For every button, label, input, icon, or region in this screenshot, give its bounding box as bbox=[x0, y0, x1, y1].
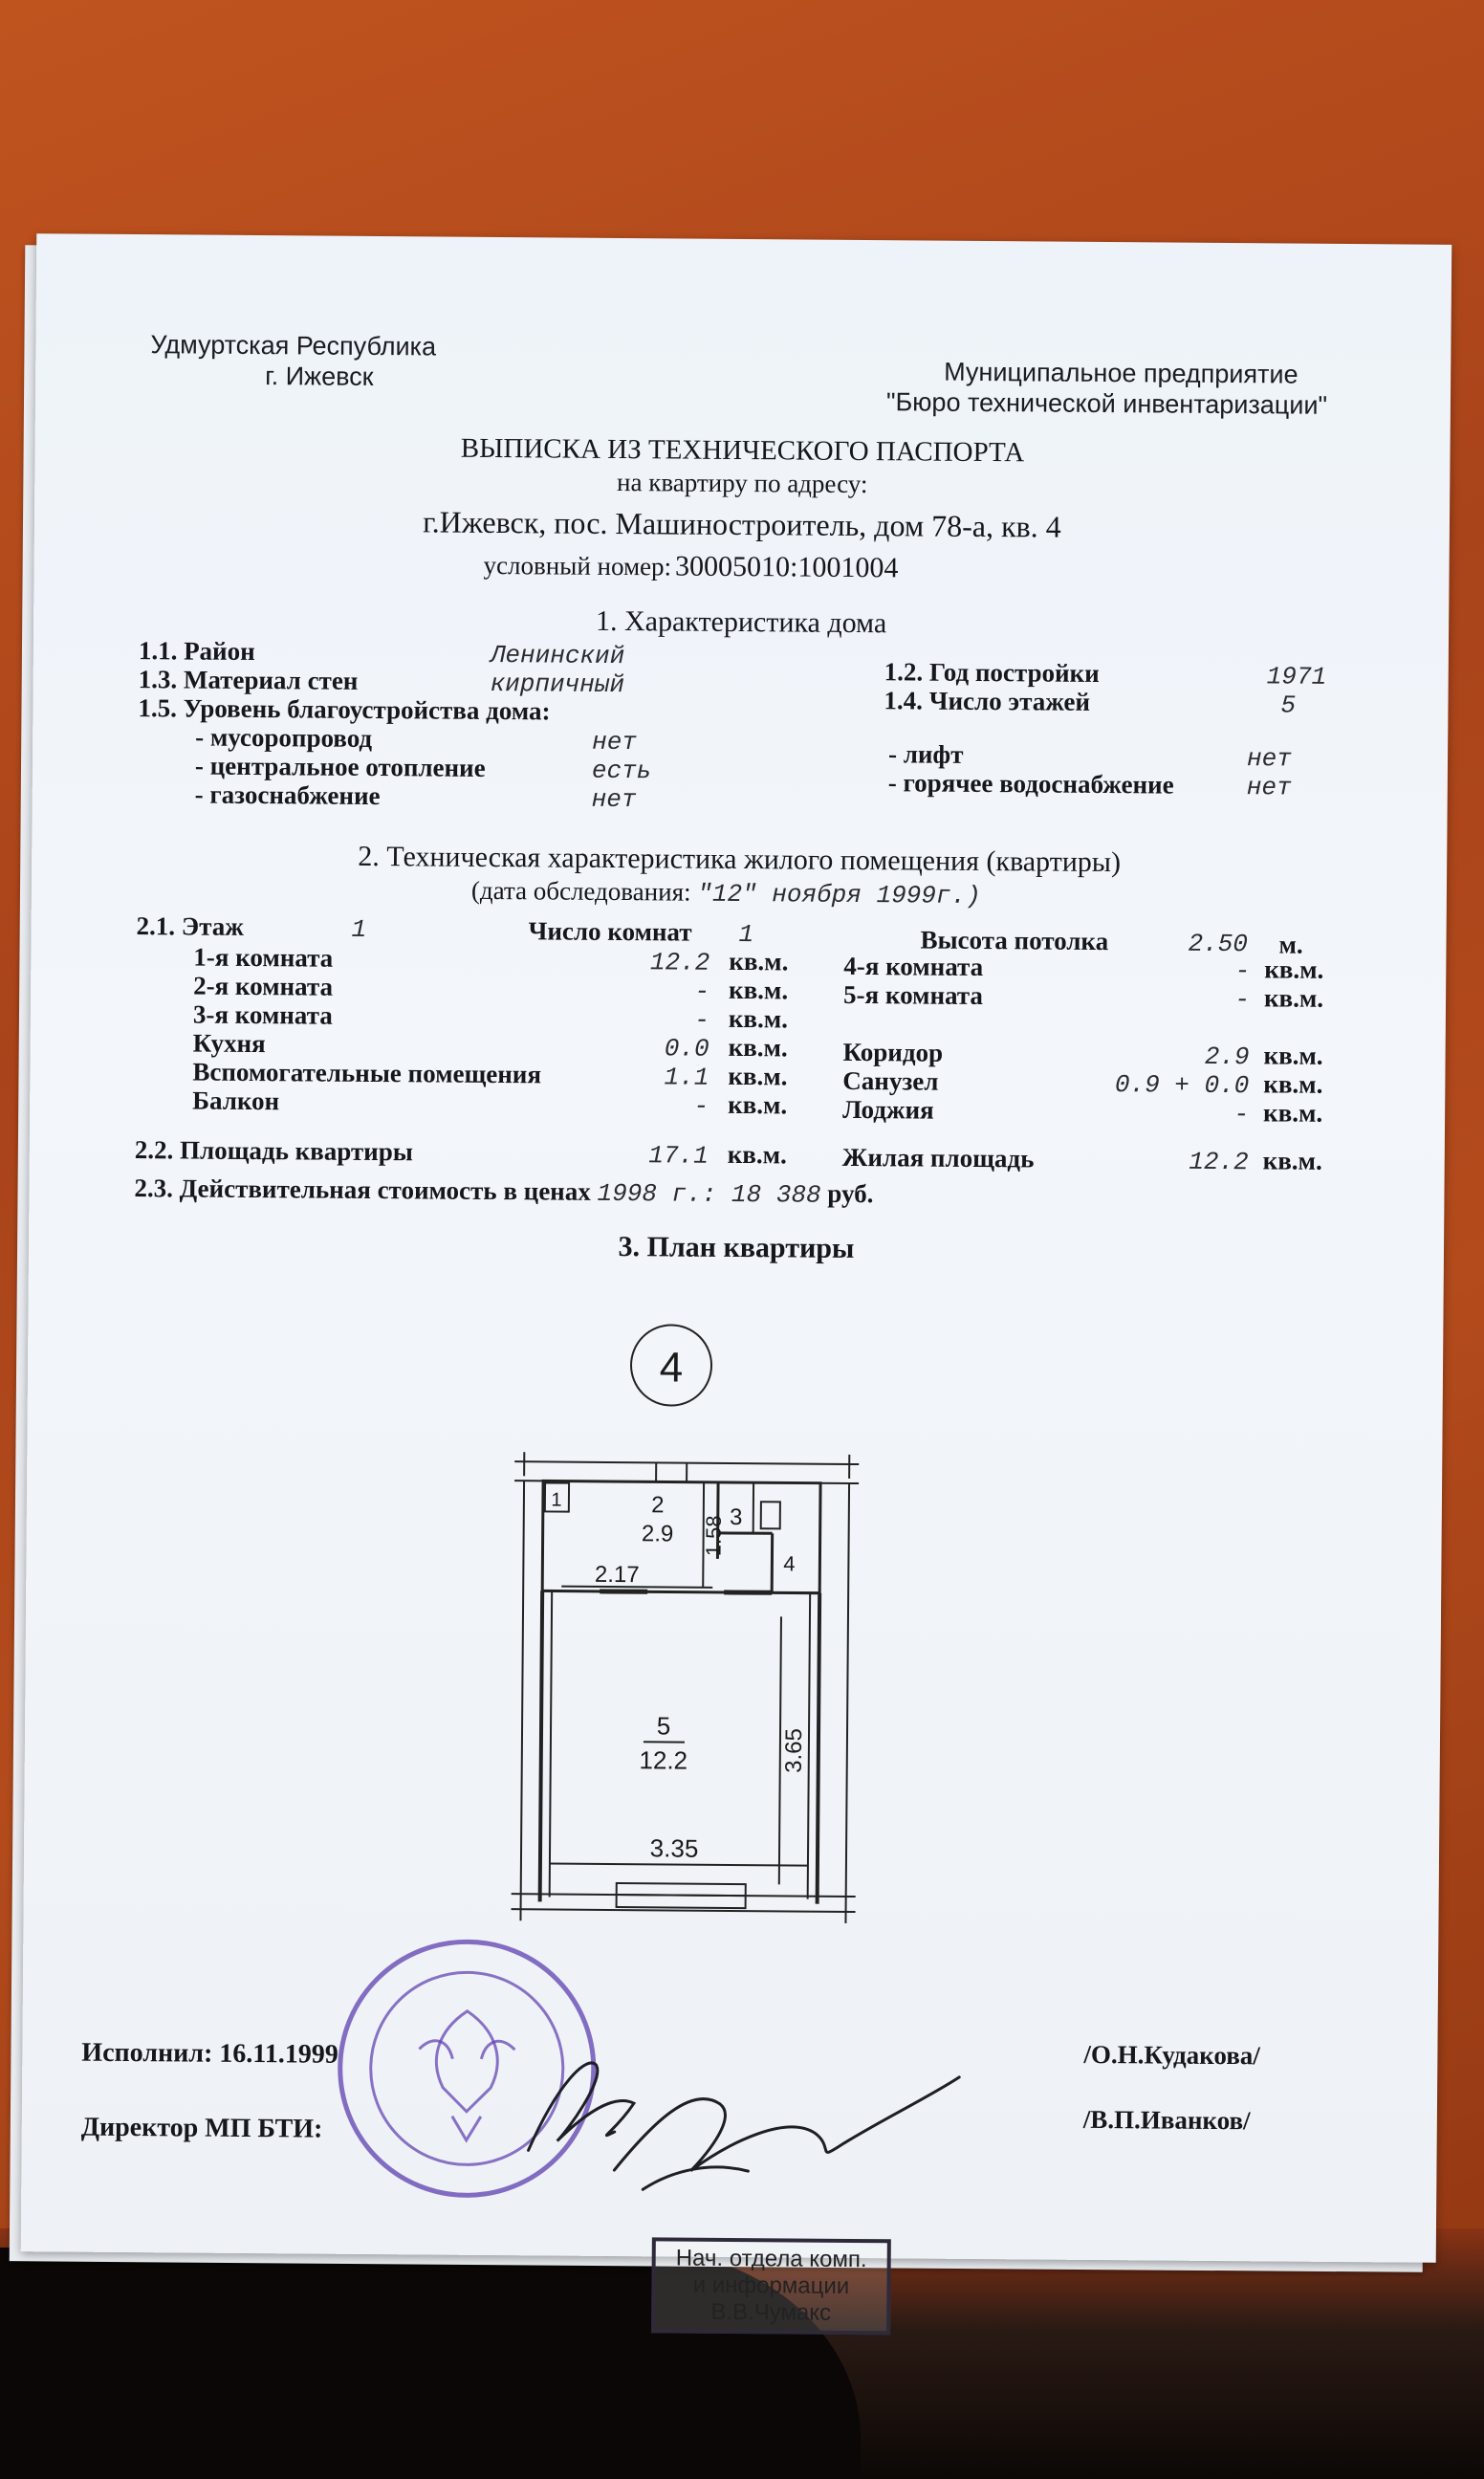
heating-value: есть bbox=[591, 756, 652, 786]
year-value: 1971 bbox=[1266, 662, 1327, 691]
ceiling-label: Высота потолка bbox=[920, 925, 1109, 956]
address: г.Ижевск, пос. Машиностроитель, дом 78-а, кв. 4 bbox=[423, 504, 1061, 544]
floor-label: 2.1. Этаж bbox=[136, 911, 244, 941]
list-item bbox=[843, 952, 1379, 984]
room-value: 0.0 bbox=[664, 1034, 709, 1064]
hotwater-label: - горячее водоснабжение bbox=[887, 768, 1174, 800]
garbage-label: - мусоропровод bbox=[195, 722, 373, 753]
walls-value: кирпичный bbox=[490, 669, 625, 700]
document-title: ВЫПИСКА ИЗ ТЕХНИЧЕСКОГО ПАСПОРТА bbox=[460, 432, 1025, 469]
walls-label: 1.3. Материал стен bbox=[138, 665, 359, 695]
executed-label: Исполнил: 16.11.1999 bbox=[81, 2037, 338, 2070]
section2-heading: 2. Техническая характеристика жилого помещения (квартиры) bbox=[358, 840, 1122, 879]
floor-value: 1 bbox=[351, 914, 367, 944]
room3-number: 3 bbox=[730, 1503, 743, 1531]
document-sheet bbox=[21, 233, 1452, 2326]
district-label: 1.1. Район bbox=[138, 636, 255, 667]
room2-number: 2 bbox=[651, 1492, 665, 1519]
cond-label: условный номер: bbox=[483, 550, 672, 581]
document-subtitle: на квартиру по адресу: bbox=[616, 467, 868, 499]
hotwater-value: нет bbox=[1246, 773, 1292, 802]
list-item bbox=[192, 1086, 814, 1120]
room2-area: 2.9 bbox=[641, 1521, 674, 1547]
gas-label: - газоснабжение bbox=[194, 779, 381, 811]
room-value: - bbox=[693, 1091, 709, 1121]
room1-number: 1 bbox=[551, 1489, 562, 1511]
room-label: Вспомогательные помещения bbox=[192, 1057, 542, 1089]
room-unit: кв.м. bbox=[728, 1032, 788, 1063]
section3-heading: 3. План квартиры bbox=[618, 1231, 855, 1264]
room5-number: 5 bbox=[656, 1711, 671, 1741]
room-value: - bbox=[1234, 956, 1251, 986]
living-value: 12.2 bbox=[1189, 1147, 1249, 1177]
room-unit: кв.м. bbox=[1263, 1098, 1323, 1128]
survey-value: "12" ноября 1999г.) bbox=[697, 879, 981, 910]
room-unit: кв.м. bbox=[729, 946, 789, 976]
room-unit: кв.м. bbox=[1263, 983, 1324, 1013]
header-right-line2: "Бюро технической инвентаризации" bbox=[885, 387, 1328, 420]
room-value: 2.9 bbox=[1204, 1042, 1250, 1072]
room-unit: кв.м. bbox=[728, 1089, 788, 1120]
conditional-number bbox=[483, 549, 898, 584]
cost-value: 1998 г.: 18 388 bbox=[597, 1178, 821, 1210]
room4-number: 4 bbox=[783, 1551, 796, 1576]
garbage-value: нет bbox=[592, 727, 638, 757]
room-value: - bbox=[1233, 1100, 1250, 1130]
room-label: Санузел bbox=[842, 1065, 939, 1096]
area-label: 2.2. Площадь квартиры bbox=[134, 1135, 413, 1167]
cost-label: 2.3. Действительная стоимость в ценах bbox=[134, 1174, 591, 1206]
room-unit: кв.м. bbox=[1263, 1041, 1323, 1070]
right-rooms-list bbox=[842, 952, 1379, 1128]
room-value: 1.1 bbox=[664, 1063, 709, 1092]
cost-unit: руб. bbox=[827, 1178, 874, 1209]
gas-value: нет bbox=[591, 784, 637, 815]
floor-plan bbox=[491, 1308, 898, 1923]
rooms-label: Число комнат bbox=[528, 916, 692, 947]
room-value: - bbox=[694, 976, 710, 1006]
handwritten-signature bbox=[499, 2026, 1016, 2202]
room-label: Коридор bbox=[842, 1037, 944, 1067]
rect-stamp-line1: Нач. отдела комп. bbox=[675, 2245, 867, 2273]
area-value: 17.1 bbox=[648, 1141, 709, 1171]
list-item-spacer bbox=[843, 1009, 1379, 1042]
rect-stamp-line2: и информации bbox=[692, 2271, 850, 2299]
room-label: 4-я комната bbox=[843, 951, 984, 982]
director-name: /В.П.Иванков/ bbox=[1082, 2104, 1251, 2136]
room-unit: кв.м. bbox=[728, 1003, 789, 1034]
room-label: Лоджия bbox=[842, 1094, 934, 1125]
year-label: 1.2. Год постройки bbox=[884, 657, 1100, 688]
dim-335: 3.35 bbox=[649, 1833, 699, 1863]
room-unit: кв.м. bbox=[728, 1061, 788, 1091]
director-label: Директор МП БТИ: bbox=[80, 2112, 323, 2144]
room-unit: кв.м. bbox=[1263, 1069, 1323, 1099]
header-right-line1: Муниципальное предприятие bbox=[944, 357, 1298, 389]
ceiling-unit: м. bbox=[1278, 930, 1303, 959]
dim-158: 1.58 bbox=[701, 1515, 726, 1557]
dim-217: 2.17 bbox=[594, 1561, 640, 1589]
room-label: Балкон bbox=[192, 1086, 280, 1116]
survey-date bbox=[471, 876, 981, 910]
room-label: 1-я комната bbox=[193, 942, 334, 973]
rooms-value: 1 bbox=[738, 920, 754, 950]
list-item bbox=[842, 1095, 1378, 1128]
header-left-line2: г. Ижевск bbox=[265, 362, 374, 391]
room-unit: кв.м. bbox=[1264, 954, 1324, 984]
room-value: 0.9 + 0.0 bbox=[1114, 1070, 1250, 1101]
floors-label: 1.4. Число этажей bbox=[884, 686, 1091, 716]
executor-name: /О.Н.Кудакова/ bbox=[1083, 2039, 1260, 2071]
rectangular-stamp bbox=[651, 2237, 891, 2335]
living-label: Жилая площадь bbox=[841, 1142, 1035, 1174]
room-value: 12.2 bbox=[649, 948, 710, 977]
room-label: 3-я комната bbox=[192, 999, 333, 1030]
cond-value: 30005010:1001004 bbox=[674, 550, 899, 584]
room-unit: кв.м. bbox=[729, 975, 789, 1005]
room-label: 5-я комната bbox=[842, 979, 984, 1011]
area-unit: кв.м. bbox=[727, 1139, 787, 1170]
list-item bbox=[842, 1038, 1378, 1070]
left-rooms-list bbox=[192, 943, 815, 1120]
section1-heading: 1. Характеристика дома bbox=[595, 604, 887, 640]
rect-stamp-line3: В.В.Чумакс bbox=[710, 2298, 832, 2326]
list-item bbox=[842, 1066, 1378, 1099]
dim-365: 3.65 bbox=[780, 1728, 808, 1773]
room-value: - bbox=[694, 1005, 709, 1035]
room-label: Кухня bbox=[192, 1028, 266, 1059]
heating-label: - центральное отопление bbox=[194, 751, 486, 782]
apartment-number: 4 bbox=[659, 1344, 684, 1392]
ceiling-value: 2.50 bbox=[1188, 929, 1249, 959]
list-item bbox=[843, 980, 1379, 1013]
room-label: 2-я комната bbox=[193, 971, 334, 1001]
header-left-line1: Удмуртская Республика bbox=[150, 330, 437, 362]
room-value: - bbox=[1234, 985, 1251, 1015]
survey-label: (дата обследования: bbox=[470, 875, 691, 907]
district-value: Ленинский bbox=[490, 640, 625, 671]
cost-row bbox=[134, 1174, 873, 1210]
lift-label: - лифт bbox=[887, 739, 964, 769]
amenities-label: 1.5. Уровень благоустройства дома: bbox=[138, 693, 551, 726]
lift-value: нет bbox=[1246, 744, 1292, 774]
living-unit: кв.м. bbox=[1262, 1146, 1322, 1175]
floors-value: 5 bbox=[1280, 691, 1297, 720]
room5-area: 12.2 bbox=[639, 1745, 688, 1775]
